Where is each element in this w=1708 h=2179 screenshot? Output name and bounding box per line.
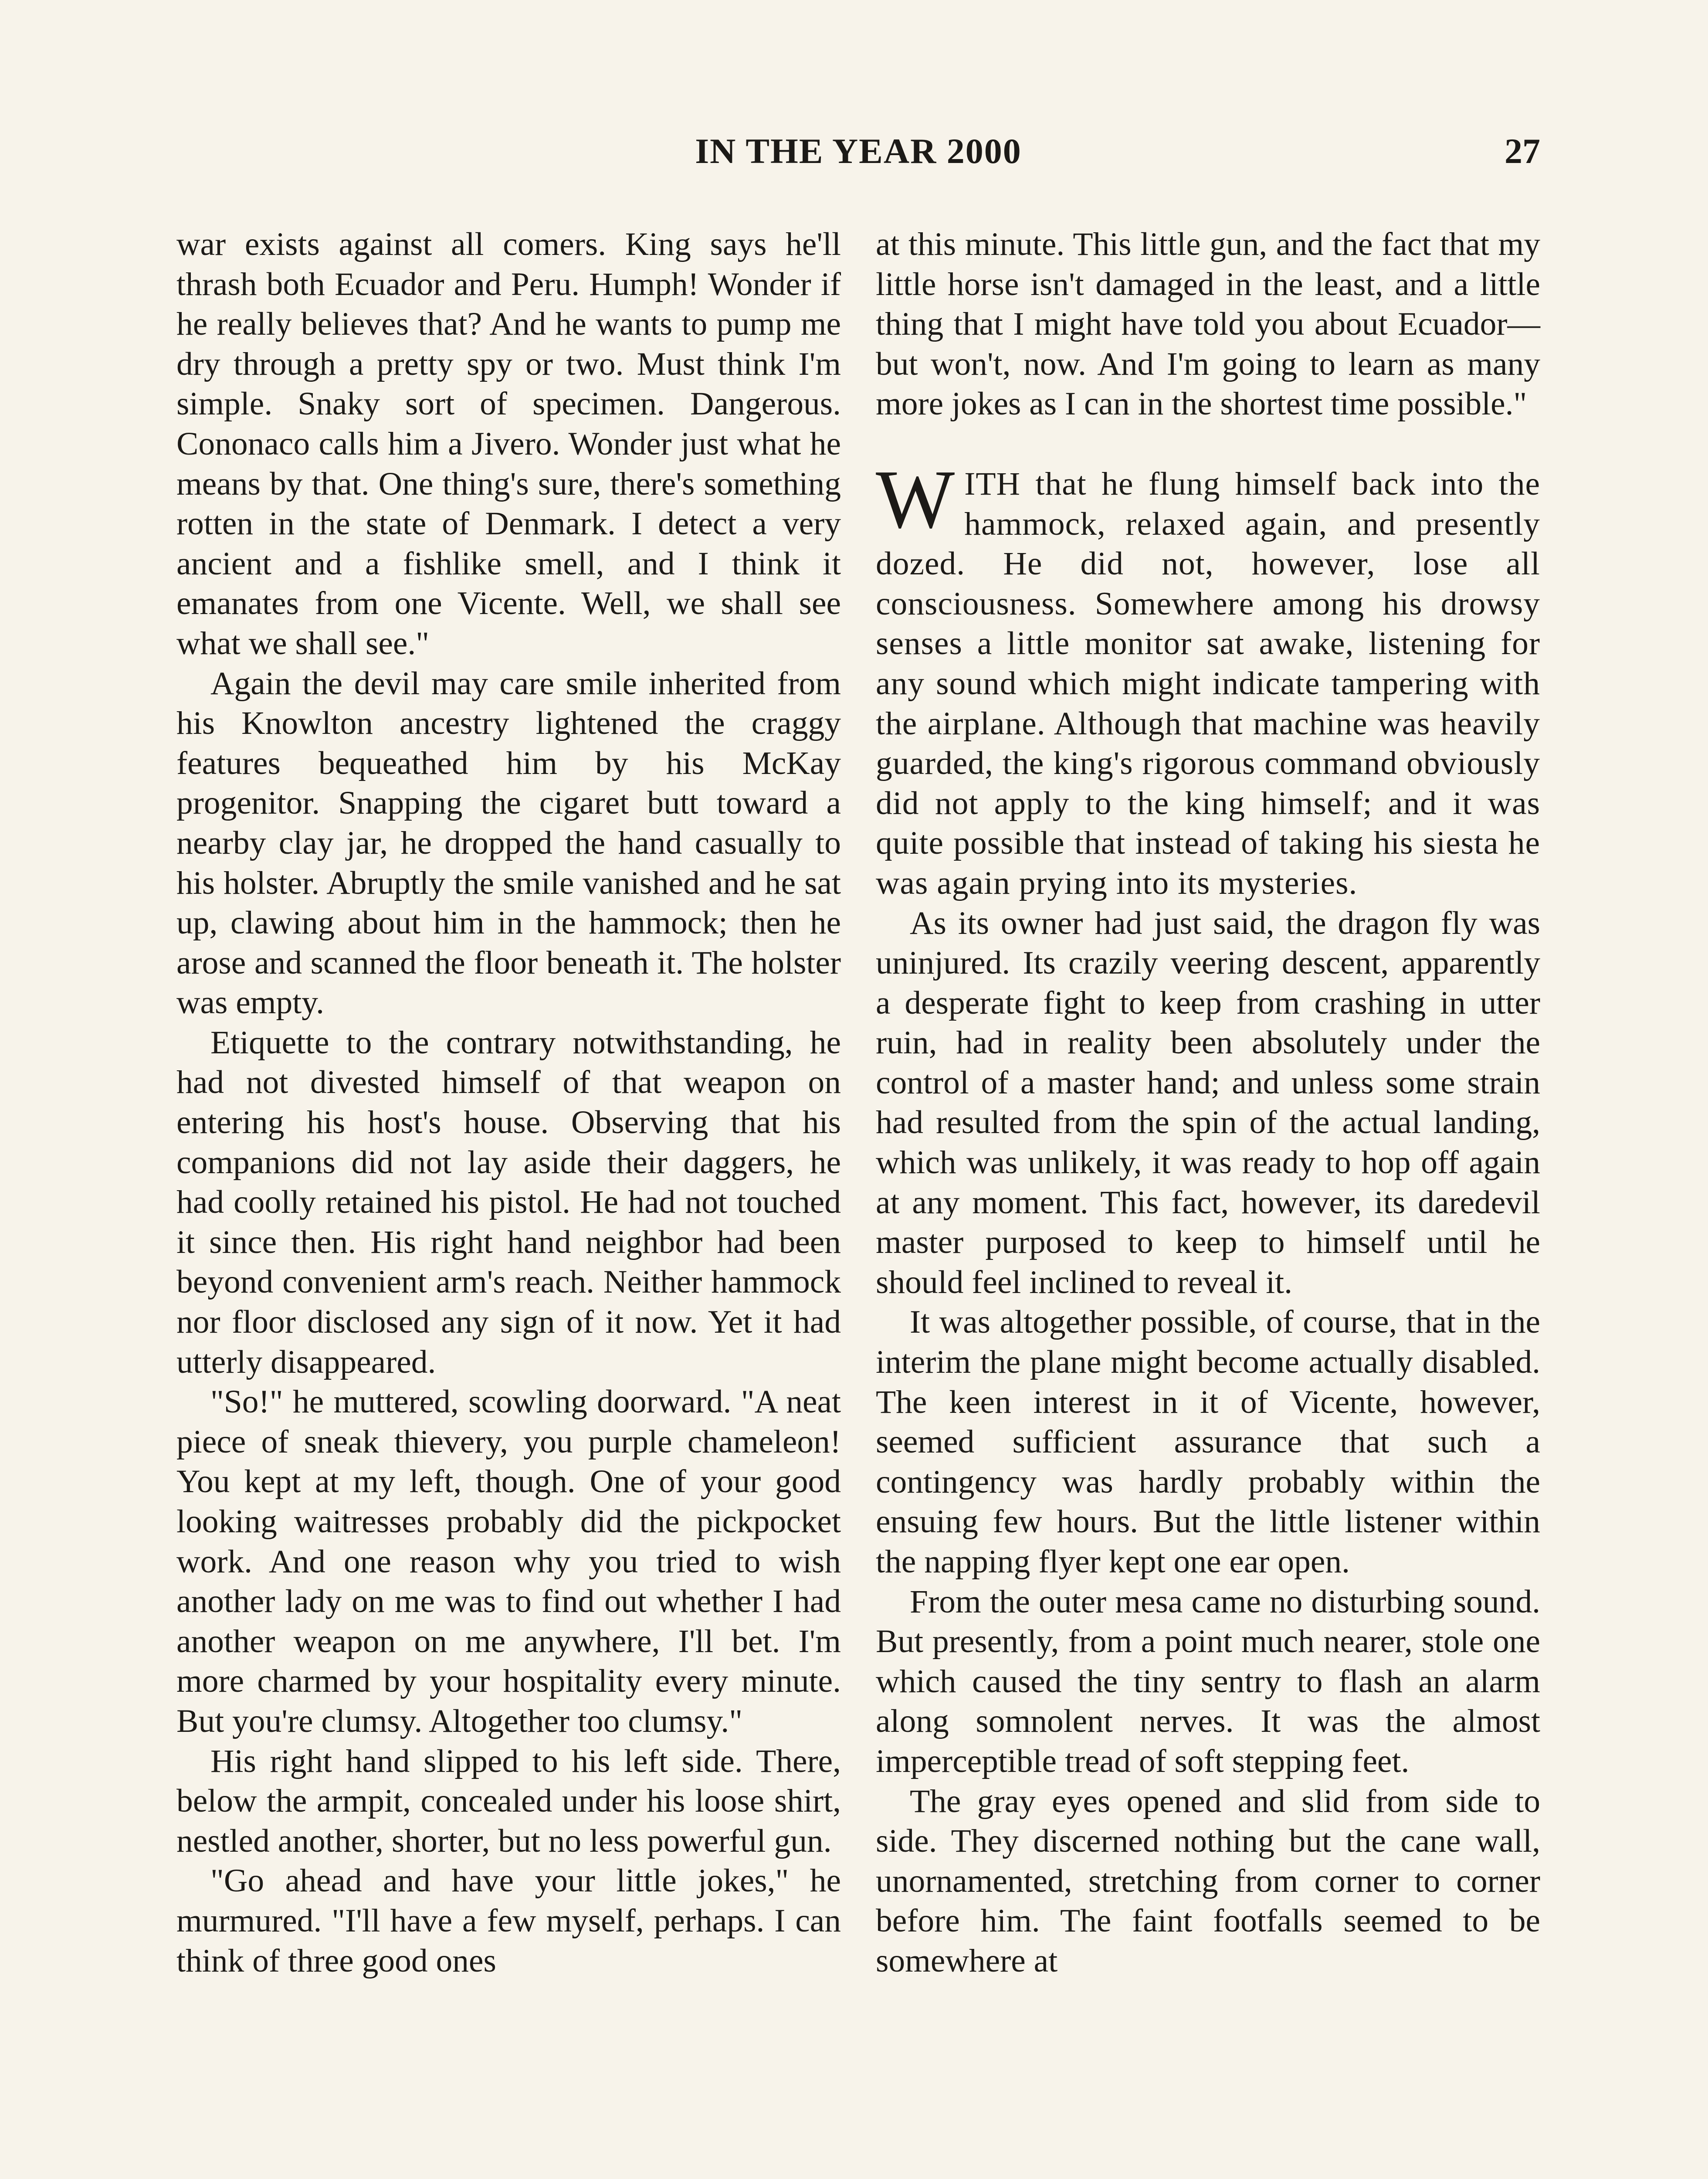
paragraph: His right hand slipped to his left side. There, below the armpit, concealed under his loose shirt, nestled another, shorter, but no less powerful gun.: [176, 1743, 841, 1859]
paragraph: "So!" he muttered, scowling doorward. "A neat piece of sneak thievery, you purple chameleon! You kept at my left, though. One of your good looking waitresses probably did the pickpocket work. And one reason why you tried to wish another lady on me was to find out whether I had another weapon on me anywhere, I'll bet. I'm more charmed by your hospitality every minute. But you're clumsy. Altogether too clumsy.": [176, 1384, 841, 1739]
drop-cap: W: [876, 452, 955, 546]
paragraph: Etiquette to the contrary notwithstanding, he had not divested himself of that weapon on entering his host's house. Observing that his companions did not lay aside their daggers, he had coolly retained his pistol. He had not touched it since then. His right hand neighbor had been beyond convenient arm's reach. Neither hammock nor floor disclosed any sign of it now. Yet it had utterly disappeared.: [176, 1024, 841, 1380]
paragraph-text: ITH that he flung himself back into the hammock, relaxed again, and presently dozed. He did not, however, lose all consciousness. Somewhere among his drowsy senses a little monitor sat awake, listening for any sound which might indicate tampering with the airplane. Although that machine was heavily guarded, the king's rigorous command obviously did not apply to the king himself; and it was quite possible that instead of taking his siesta he was again prying into its mysteries.: [876, 465, 1540, 901]
running-title: IN THE YEAR 2000: [695, 131, 1022, 171]
paragraph: Again the devil may care smile inherited from his Knowlton ancestry lightened the craggy features bequeathed him by his McKay progenitor. Snapping the cigaret butt toward a nearby clay jar, he dropped the hand casually to his holster. Abruptly the smile vanished and he sat up, clawing about him in the hammock; then he arose and scanned the floor beneath it. The holster was empty.: [176, 665, 841, 1021]
paragraph: war exists against all comers. King says he'll thrash both Ecuador and Peru. Humph! Wonder if he really believes that? And he wants to pump me dry through a pretty spy or two. Must think I'm simple. Snaky sort of specimen. Dangerous. Cononaco calls him a Jivero. Wonder just what he means by that. One thing's sure, there's something rotten in the state of Denmark. I detect a very ancient and a fishlike smell, and I think it emanates from one Vicente. Well, we shall see what we shall see.": [176, 226, 841, 662]
running-header: [176, 131, 1540, 183]
left-column: [176, 224, 841, 1981]
paragraph: As its owner had just said, the dragon fly was uninjured. Its crazily veering descent, apparently a desperate fight to keep from crashing in utter ruin, had in reality been absolutely under the control of a master hand; and unless some strain had resulted from the spin of the actual landing, which was unlikely, it was ready to hop off again at any moment. This fact, however, its daredevil master purposed to keep to himself until he should feel inclined to reveal it.: [876, 905, 1540, 1300]
paragraph: From the outer mesa came no disturbing sound. But presently, from a point much nearer, stole one which caused the tiny sentry to flash an alarm along somnolent nerves. It was the almost imperceptible tread of soft stepping feet.: [876, 1583, 1540, 1779]
page-number: 27: [1505, 131, 1540, 171]
paragraph: It was altogether possible, of course, that in the interim the plane might become actually disabled. The keen interest in it of Vicente, however, seemed sufficient assurance that such a contingency was hardly probably within the ensuing few hours. But the little listener within the napping flyer kept one ear open.: [876, 1304, 1540, 1580]
paragraph: at this minute. This little gun, and the fact that my little horse isn't damaged in the least, and a little thing that I might have told you about Ecuador—but won't, now. And I'm going to learn as many more jokes as I can in the shortest time possible.": [876, 226, 1540, 422]
right-column: [876, 224, 1540, 1981]
paragraph: "Go ahead and have your little jokes," he murmured. "I'll have a few myself, perhaps. I can think of three good ones: [176, 1863, 841, 1979]
section-opening-paragraph: [876, 452, 1540, 903]
paragraph: The gray eyes opened and slid from side to side. They discerned nothing but the cane wall, unornamented, stretching from corner to corner before him. The faint footfalls seemed to be somewhere at: [876, 1783, 1540, 1979]
